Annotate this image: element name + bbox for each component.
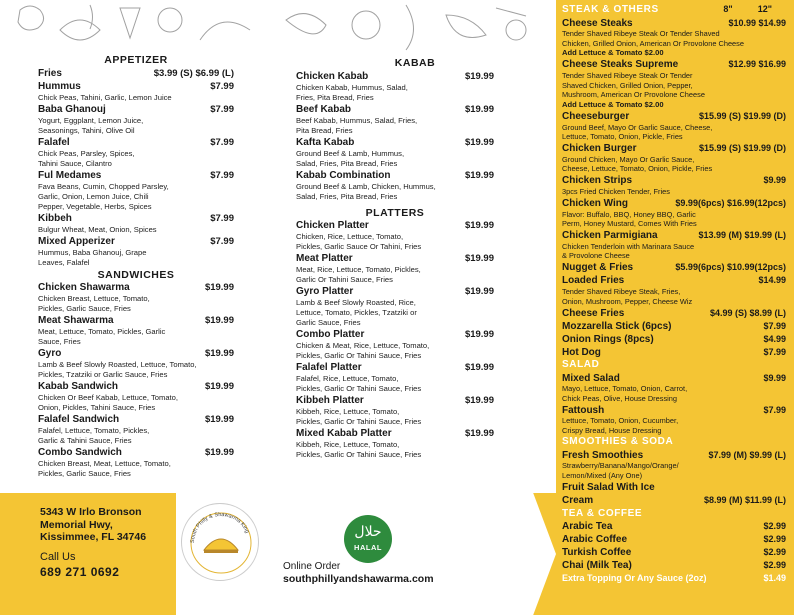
item-price: $7.99 (M) $9.99 (L) [708,449,786,460]
item-description: Lettuce, Tomato, Pickles, Tzatziki or [296,308,417,317]
address-line: 5343 W Irlo Bronson [40,506,142,518]
item-row [38,81,234,93]
svg-text:South Philly & Shawarma King [190,512,250,543]
item-description: Fries, Pita Bread, Fries [296,92,374,102]
item-name: Fresh Smoothies [562,449,644,461]
item-name: Fries [38,67,62,79]
item-name: Mixed Apperizer [38,235,115,247]
item-description: Mayo, Lettuce, Tomato, Onion, Carrot, [562,384,688,394]
steak-item-row [562,560,786,572]
halal-label: HALAL [354,543,382,552]
item-description: 3pcs Fried Chicken Tender, Fries [562,186,670,196]
address-line: Kissimmee, FL 34746 [40,531,147,543]
item-price: $9.99 [763,372,786,383]
item-name: Falafel Sandwich [38,414,120,425]
kabab-item [296,137,494,169]
appetizer-item [38,213,234,235]
sandwich-item [38,282,234,314]
platter-item [296,395,494,427]
add-on-note: Add Lettuce & Tomato $2.00 [562,99,664,109]
item-name: Hummus [38,80,81,92]
item-description: Tahini Sauce, Cilantro [38,158,112,168]
item-price: $19.99 [204,315,234,326]
sandwich-item [38,414,234,446]
item-description: Tender Shaved Ribeye Steak, Fries, [562,286,681,296]
item-description: & Provolone Cheese [562,251,630,261]
item-name: Ful Medames [38,169,102,181]
item-row [38,104,234,116]
address-line: Memorial Hwy, [40,518,113,531]
item-price: $19.99 [464,253,494,264]
item-description: Ground Beef & Lamb, Hummus, [296,148,405,158]
item-name: Chicken Strips [562,175,633,187]
item-description: Crispy Bread, House Dressing [562,425,662,435]
item-name: Baba Ghanouj [38,103,106,115]
item-row [38,170,234,182]
online-order-label: Online Order [283,561,341,572]
item-description: Kibbeh, Rice, Lettuce, Tomato, [296,407,400,416]
item-row [296,286,494,298]
item-name: Chai (Milk Tea) [562,560,632,572]
item-description: Onion, Pickles, Tahini Sauce, Fries [38,403,156,412]
item-name: Combo Sandwich [38,447,122,458]
steak-item-row [562,175,786,187]
item-price: $19.99 [464,362,494,373]
item-description: Pickles, Tzatziki or Garlic Sauce, Fries [38,370,168,379]
appetizer-list [38,68,234,268]
item-row [296,137,494,149]
steak-item-row [562,495,786,507]
item-price: $19.99 [464,103,494,115]
item-name: Fruit Salad With Ice [562,482,655,494]
item-price: $19.99 [464,220,494,231]
kabab-column [296,56,494,460]
item-description: Pickles, Garlic Or Tahini Sauce, Fries [296,450,422,459]
platter-item [296,286,494,328]
item-name: Chicken Platter [296,220,369,231]
item-description: Ground Beef, Mayo Or Garlic Sauce, Cheese, [562,122,713,132]
steak-item-row [562,534,786,546]
item-description: Lettuce, Tomato, Onion, Pickle, Fries [562,132,683,142]
item-row [38,414,234,426]
item-price: $15.99 (S) $19.99 (D) [698,111,786,122]
item-description: Yogurt, Eggplant, Lemon Juice, [38,115,144,125]
item-description: Shaved Chicken, Grilled Onion, Pepper, [562,80,693,90]
item-description: Chicken Tenderloin with Marinara Sauce [562,241,695,251]
steak-item-row [562,373,786,385]
item-description: Beef Kabab, Hummus, Salad, Fries, [296,115,418,125]
steak-item-row [562,308,786,320]
item-price: $19.99 [464,428,494,439]
item-description: Meat, Lettuce, Tomato, Pickles, Garlic [38,327,166,336]
logo-icon [182,504,260,582]
item-price: $13.99 (M) $19.99 (L) [698,230,786,241]
steak-column [562,4,786,584]
item-description: Chick Peas, Parsley, Spices, [38,148,135,158]
item-name: Cream [562,495,594,507]
item-description: Flavor: Buffalo, BBQ, Honey BBQ, Garlic [562,209,696,219]
item-description: Onion, Mushroom, Pepper, Cheese Wiz [562,296,693,306]
item-row [38,447,234,459]
item-price: $9.99(6pcs) $16.99(12pcs) [675,198,786,209]
item-description: Garlic Or Tahini Sauce, Fries [296,275,393,284]
item-name: Chicken Wing [562,198,629,210]
address [40,506,146,544]
appetizer-item [38,137,234,169]
steak-list [562,18,786,584]
item-name: Kabab Sandwich [38,381,119,392]
item-description: Lemon/Mixed (Any One) [562,471,643,481]
item-name: Mixed Kabab Platter [296,428,392,439]
appetizer-item [38,81,234,103]
item-row [296,71,494,83]
item-description: Ground Beef & Lamb, Chicken, Hummus, [296,181,436,191]
item-price: $19.99 [204,282,234,293]
item-description: Cheese, Lettuce, Tomato, Onion, Pickle, Fries [562,164,713,174]
halal-arabic: حلال [354,523,382,539]
kabab-title: KABAB [394,57,436,69]
item-description: Chicken, Rice, Lettuce, Tomato, [296,232,404,241]
item-description: Salad, Fries, Pita Bread, Fries [296,158,398,168]
item-name: Falafel Platter [296,362,362,373]
item-description: Pickles, Garlic Sauce, Fries [38,469,131,478]
item-price: $8.99 (M) $11.99 (L) [703,495,786,506]
item-description: Kibbeh, Rice, Lettuce, Tomato, [296,440,400,449]
item-price: $19.99 [204,348,234,359]
steak-item-row [562,482,786,494]
appetizer-item [38,68,234,80]
item-row [38,348,234,360]
steak-item-row [562,198,786,210]
appetizer-column [38,53,234,479]
steak-item-row [562,521,786,533]
sandwich-item [38,315,234,347]
item-name: Chicken Kabab [296,70,369,82]
item-price: $1.49 [763,572,786,583]
sandwiches-list [38,282,234,479]
appetizer-item [38,104,234,136]
item-price: $19.99 [464,70,494,82]
item-name: Mixed Salad [562,372,620,384]
item-description: Chicken Breast, Lettuce, Tomato, [38,294,150,303]
item-description: Chicken Breast, Meat, Lettuce, Tomato, [38,459,171,468]
steak-item-row [562,262,786,274]
item-row [38,236,234,248]
platter-item [296,428,494,460]
sandwiches-title: SANDWICHES [97,268,175,281]
item-price: $19.99 [204,447,234,458]
item-description: Hummus, Baba Ghanouj, Grape [38,247,147,257]
item-description: Garlic Sauce, Fries [296,318,361,327]
item-name: Chicken Parmigiana [562,230,658,242]
item-description: Seasonings, Tahini, Olive Oil [38,125,135,135]
item-name: Mozzarella Stick (6pcs) [562,320,672,332]
kabab-list [296,71,494,202]
item-name: Gyro Platter [296,286,354,297]
item-row [38,381,234,393]
item-description: Pickles, Garlic Or Tahini Sauce, Fries [296,351,422,360]
item-row [296,170,494,182]
item-name: Kafta Kabab [296,136,355,148]
item-row [296,253,494,265]
platter-item [296,329,494,361]
steak-item-row [562,275,786,287]
item-description: Garlic & Tahini Sauce, Fries [38,436,132,445]
platter-item [296,362,494,394]
steak-item-row [562,405,786,417]
item-row [296,395,494,407]
item-name: Chicken Burger [562,143,637,155]
item-row [38,68,234,80]
item-description: Pepper, Vegetable, Herbs, Spices [38,201,152,211]
item-row [296,329,494,341]
item-description: Sauce, Fries [38,337,81,346]
item-name: Falafel [38,136,70,148]
item-description: Chick Peas, Olive, House Dressing [562,393,678,403]
item-name: Meat Shawarma [38,315,114,326]
item-price: $19.99 [464,136,494,148]
item-name: Gyro [38,348,62,359]
platter-item [296,220,494,252]
item-name: Cheeseburger [562,111,630,123]
item-price: $19.99 [464,395,494,406]
item-description: Falafel, Lettuce, Tomato, Pickles, [38,426,150,435]
item-description: Meat, Rice, Lettuce, Tomato, Pickles, [296,265,421,274]
item-name: Onion Rings (8pcs) [562,333,654,345]
item-price: $7.99 [763,320,786,331]
steak-item-row [562,347,786,359]
vegetable-sketch-icon [276,0,556,60]
item-description: Salad, Fries, Pita Bread, Fries [296,191,398,201]
add-on-note: Add Lettuce & Tomato $2.00 [562,48,664,58]
steak-item-row [562,450,786,462]
item-name: Cheese Steaks Supreme [562,59,679,71]
steak-item-row [562,18,786,30]
item-price: $7.99 [210,212,234,224]
steak-panel [556,0,794,615]
item-description: Pickles, Garlic Sauce, Fries [38,304,131,313]
item-price: $19.99 [464,169,494,181]
item-price: $10.99 $14.99 [728,17,786,28]
item-name: Kibbeh [38,212,72,224]
item-description: Lamb & Beef Slowly Roasted, Rice, [296,298,416,307]
phone-number[interactable]: 689 271 0692 [40,565,120,579]
appetizer-item [38,236,234,268]
item-price: $15.99 (S) $19.99 (D) [698,143,786,154]
sandwich-item [38,447,234,479]
item-price: $2.99 [763,547,786,558]
item-name: Turkish Coffee [562,547,632,559]
item-description: Chicken, Grilled Onion, American Or Provolone Cheese [562,38,744,48]
item-row [38,315,234,327]
item-price: $7.99 [210,103,234,115]
platter-item [296,253,494,285]
steak-item-row [562,111,786,123]
item-description: Mushroom, American Or Provolone Cheese [562,90,705,100]
platters-list [296,220,494,460]
item-name: Arabic Coffee [562,534,628,546]
item-description: Perm, Honey Mustard, Comes With Fries [562,219,697,229]
section-title: SMOOTHIES & SODA [562,436,674,448]
item-description: Chick Peas, Tahini, Garlic, Lemon Juice [38,92,172,102]
item-row [38,213,234,225]
size-8-label: 8" [723,4,733,14]
item-row [296,428,494,440]
item-name: Kibbeh Platter [296,395,364,406]
item-price: $4.99 [763,333,786,344]
item-price: $9.99 [763,175,786,186]
steak-item-row [562,547,786,559]
item-name: Loaded Fries [562,275,625,287]
item-description: Tender Shaved Ribeye Steak Or Tender [562,70,693,80]
item-description: Lettuce, Tomato, Onion, Cucumber, [562,416,679,426]
food-sketch-icon [0,0,270,60]
website-link[interactable]: southphillyandshawarma.com [283,573,434,585]
item-price: $2.99 [763,534,786,545]
steak-item-row [562,59,786,71]
item-description: Fava Beans, Cumin, Chopped Parsley, [38,181,169,191]
item-name: Cheese Fries [562,307,625,319]
item-price: $7.99 [763,404,786,415]
item-name: Meat Platter [296,253,353,264]
section-title: TEA & COFFEE [562,507,643,519]
item-name: Nugget & Fries [562,262,634,274]
item-description: Strawberry/Banana/Mango/Orange/ [562,461,679,471]
kabab-item [296,71,494,103]
item-price: $4.99 (S) $8.99 (L) [709,307,786,318]
sandwich-item [38,348,234,380]
steak-item-row [562,321,786,333]
size-12-label: 12" [757,4,772,14]
item-description: Chicken Or Beef Kabab, Lettuce, Tomato, [38,393,179,402]
restaurant-logo [181,503,259,581]
item-name: Beef Kabab [296,103,352,115]
item-price: $2.99 [763,560,786,571]
item-description: Garlic, Onion, Lemon Juice, Chili [38,191,149,201]
appetizer-title: APPETIZER [104,54,168,66]
item-price: $7.99 [763,346,786,357]
item-price: $14.99 [758,275,786,286]
extra-topping-row [562,573,786,584]
item-description: Falafel, Rice, Lettuce, Tomato, [296,374,399,383]
section-title: SALAD [562,359,600,371]
item-name: Fattoush [562,404,605,416]
item-description: Chicken & Meat, Rice, Lettuce, Tomato, [296,341,430,350]
item-name: Combo Platter [296,329,365,340]
item-price: $5.99(6pcs) $10.99(12pcs) [675,262,786,273]
item-description: Ground Chicken, Mayo Or Garlic Sauce, [562,154,695,164]
item-row [296,362,494,374]
item-price: $2.99 [763,521,786,532]
logo-text: South Philly & Shawarma King [189,511,250,544]
item-name: Hot Dog [562,346,601,358]
item-description: Lamb & Beef Slowly Roasted, Lettuce, Tomato, [38,360,197,369]
item-price: $19.99 [204,414,234,425]
call-label: Call Us [40,551,76,563]
item-price: $7.99 [210,235,234,247]
item-price: $19.99 [464,286,494,297]
item-description: Pickles, Garlic Sauce Or Tahini, Fries [296,242,422,251]
appetizer-item [38,170,234,212]
steak-item-row [562,230,786,242]
item-description: Leaves, Falafel [38,257,90,267]
item-price: $19.99 [464,329,494,340]
item-description: Pickles, Garlic Or Tahini Sauce, Fries [296,384,422,393]
item-price: $7.99 [210,169,234,181]
halal-badge [344,515,392,563]
item-description: Bulgur Wheat, Meat, Onion, Spices [38,224,157,234]
steak-item-row [562,334,786,346]
item-name: Kabab Combination [296,169,391,181]
sandwich-item [38,381,234,413]
item-description: Pita Bread, Fries [296,125,353,135]
item-price: $12.99 $16.99 [728,59,786,70]
item-name: Extra Topping Or Any Sauce (2oz) [562,572,707,583]
item-row [38,137,234,149]
item-row [296,104,494,116]
item-description: Tender Shaved Ribeye Steak Or Tender Shaved [562,29,720,38]
kabab-item [296,104,494,136]
item-price: $7.99 [210,136,234,148]
item-name: Chicken Shawarma [38,282,130,293]
item-description: Pickles, Garlic Or Tahini Sauce, Fries [296,417,422,426]
steak-item-row [562,143,786,155]
item-row [38,282,234,294]
item-price: $3.99 (S) $6.99 (L) [153,67,234,79]
item-row [296,220,494,232]
item-name: Arabic Tea [562,521,613,533]
item-name: Cheese Steaks [562,17,633,29]
item-description: Chicken Kabab, Hummus, Salad, [296,82,408,92]
item-price: $7.99 [210,80,234,92]
kabab-item [296,170,494,202]
platters-title: PLATTERS [365,206,425,219]
steak-title: STEAK & OTHERS [562,4,659,15]
item-price: $19.99 [204,381,234,392]
